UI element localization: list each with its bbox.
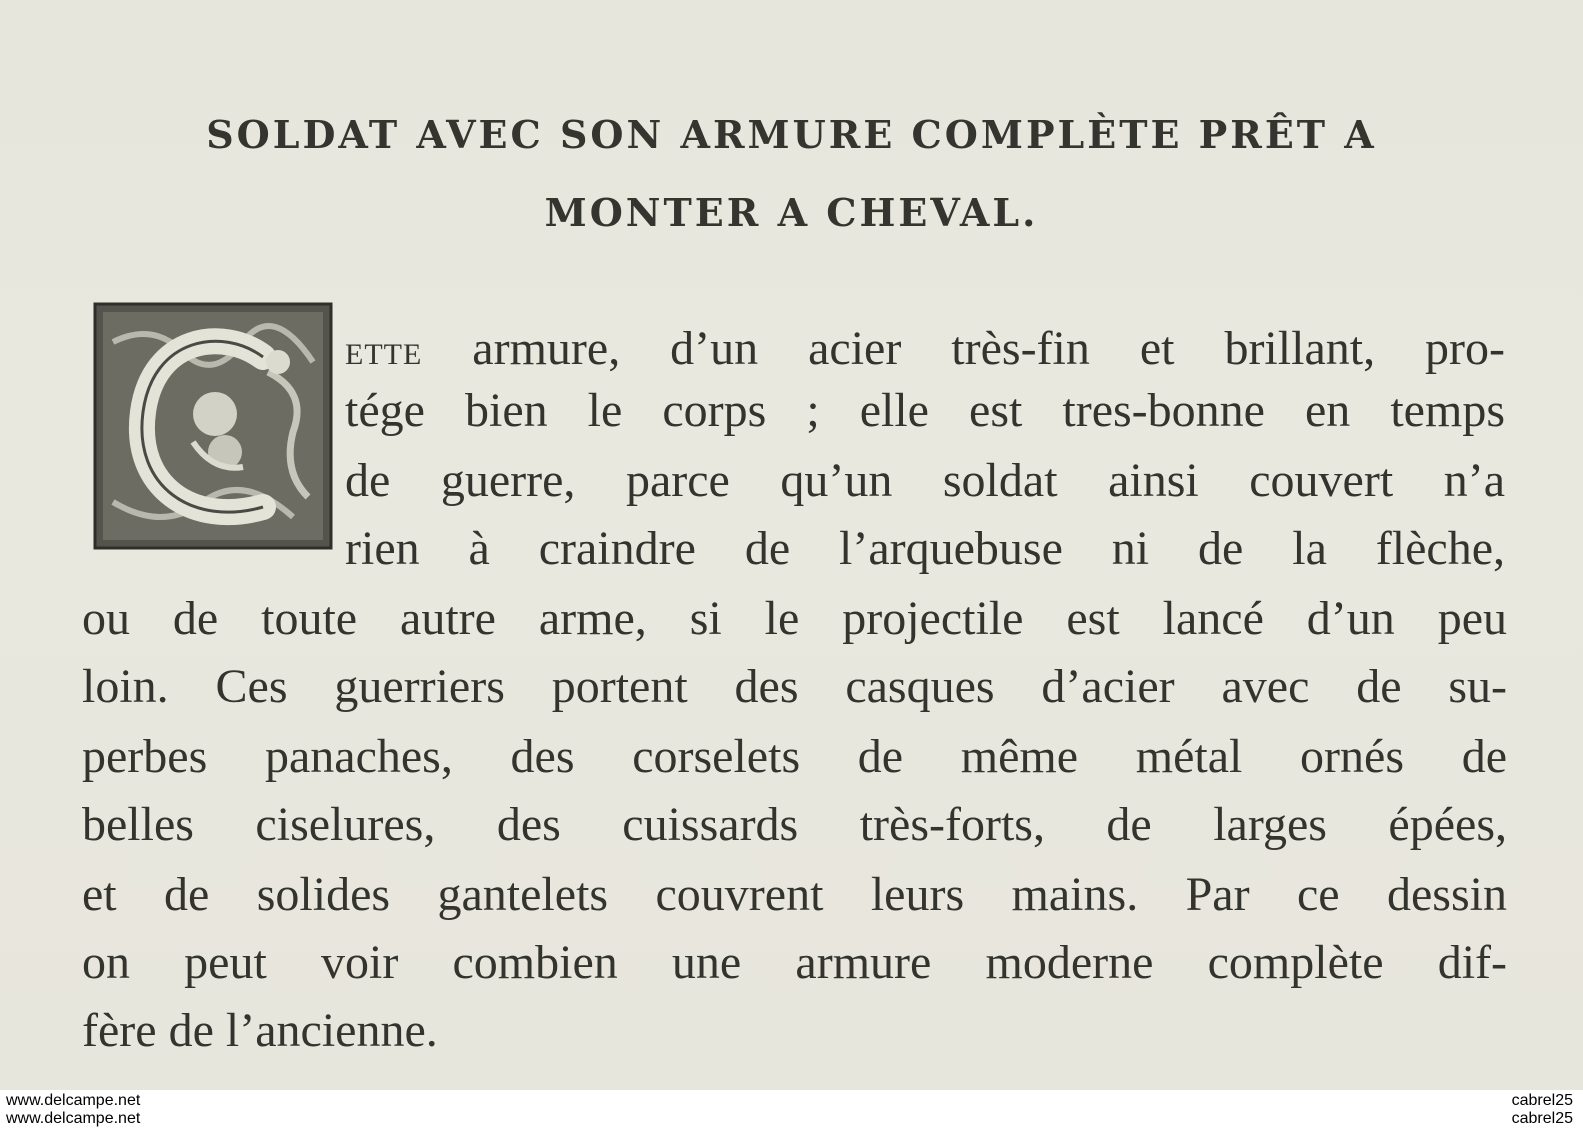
- text-line-7: perbes panaches, des corselets de même métal ornés de: [82, 730, 1507, 783]
- text-line-8: belles ciselures, des cuissards très-forts, de larges épées,: [82, 798, 1507, 851]
- watermark-right-2: cabrel25: [1511, 1110, 1573, 1127]
- text-line-6: loin. Ces guerriers portent des casques d’acier avec de su-: [82, 660, 1507, 713]
- text-line-2: tége bien le corps ; elle est tres-bonne en temps: [345, 384, 1505, 437]
- watermark-right-1: cabrel25: [1511, 1092, 1573, 1109]
- text-line-1: [345, 320, 1505, 384]
- watermark-left-2: www.delcampe.net: [6, 1110, 141, 1127]
- watermark-left-1: www.delcampe.net: [6, 1092, 141, 1109]
- ornamental-dropcap: [93, 302, 333, 550]
- text-line-3: de guerre, parce qu’un soldat ainsi couvert n’a: [345, 454, 1505, 507]
- text-line-11: fère de l’ancienne.: [82, 1004, 438, 1057]
- text-line-5: ou de toute autre arme, si le projectile est lancé d’un peu: [82, 592, 1507, 645]
- watermark-footer: [0, 1090, 1583, 1132]
- text-line-10: on peut voir combien une armure moderne complète dif-: [82, 936, 1507, 989]
- text-line-4: rien à craindre de l’arquebuse ni de la flèche,: [345, 522, 1505, 575]
- first-word-smallcaps: ETTE: [345, 338, 423, 371]
- text-line-1-rest: armure, d’un acier très-fin et brillant, pro-: [472, 322, 1506, 375]
- page-title-line-2: MONTER A CHEVAL.: [544, 190, 1039, 235]
- text-line-9: et de solides gantelets couvrent leurs mains. Par ce dessin: [82, 868, 1507, 921]
- page-title-line-1: SOLDAT AVEC SON ARMURE COMPLÈTE PRÊT A: [206, 112, 1377, 157]
